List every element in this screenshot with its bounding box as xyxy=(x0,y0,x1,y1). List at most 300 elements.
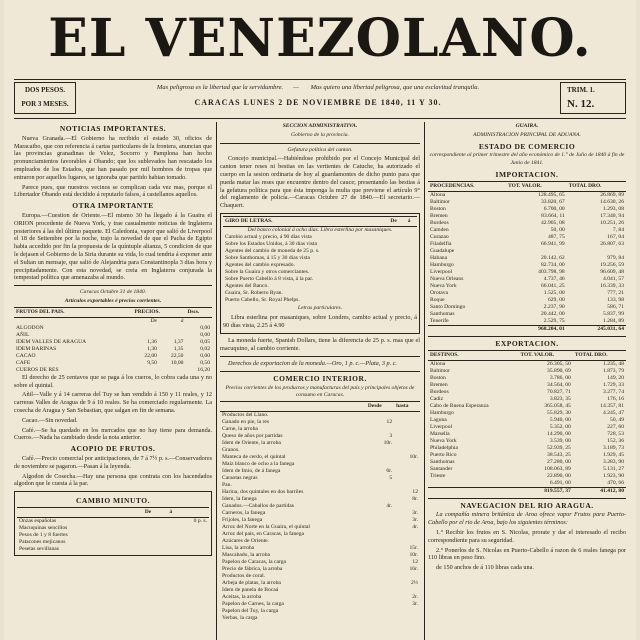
cambio-row-cell xyxy=(143,525,168,532)
comercio-row-cell xyxy=(394,475,420,482)
cambio-row-cell: Pesetas sevillanas xyxy=(19,545,59,552)
comercio-row-cell: Papelon de Carnes, la carga xyxy=(222,601,284,608)
exp-row-cell: 108.063, 89 xyxy=(544,465,571,472)
giro-table xyxy=(223,216,417,304)
giro-row xyxy=(223,255,417,262)
exp-row-cell: 1.929, 45 xyxy=(603,451,624,458)
giro-row-cell xyxy=(388,248,405,255)
comercio-row-cell: Papelon de Caracas, la carga xyxy=(222,559,287,566)
cambio-box xyxy=(14,491,212,556)
cambio-row-cell xyxy=(167,532,209,539)
estado-heading: ESTADO DE COMERCIO xyxy=(478,141,576,151)
exp-row-cell: Hamburgo xyxy=(430,409,454,416)
comercio-row-cell: Manteca de cerdo, el quintal xyxy=(222,454,286,461)
giro-row-cell: Sobre los Estados Unidos, á 30 dias vista xyxy=(225,240,317,247)
comercio-row-cell xyxy=(366,426,394,433)
imp-row-cell: 2.529, 75 xyxy=(543,317,565,324)
imp-row-cell: 66.941, 99 xyxy=(540,240,565,247)
exp-row-cell: 149, 20 xyxy=(607,374,624,381)
giro-row xyxy=(223,290,417,297)
frutos-row-cell: 0,50 xyxy=(200,359,210,366)
cambio-row xyxy=(17,539,209,546)
imp-row-cell: 629, 00 xyxy=(547,296,565,303)
acopio-text-1: Café.—Precio comercial por anticipaciones, de 7 á 7½ p. s.—Conservadores de noviembre se pagaron.—Pasan á la leyenda. xyxy=(14,454,212,470)
exp-row-cell: 3.277, 74 xyxy=(603,388,624,395)
comercio-row-cell xyxy=(366,552,394,559)
comercio-row-cell xyxy=(366,566,394,573)
issue-number-box xyxy=(560,82,626,114)
exp-row-cell: Puerto Rico xyxy=(430,451,457,458)
comercio-row-cell: Granos. xyxy=(222,447,240,454)
frutos-row-cell: 22,00 xyxy=(144,352,157,359)
imp-row-cell: 1.284, 89 xyxy=(603,317,624,324)
comercio-row xyxy=(220,566,420,573)
comercio-row-cell xyxy=(394,412,420,420)
comercio-row-cell: 4r. xyxy=(412,524,418,531)
comercio-row xyxy=(220,538,420,545)
column-2 xyxy=(220,122,420,640)
exp-row-cell: 34.564, 00 xyxy=(547,381,571,388)
frutos-row-cell: 0,02 xyxy=(200,345,210,352)
imp-row-cell: 16.339, 33 xyxy=(600,282,624,289)
exp-row-cell: 1.235, 48 xyxy=(603,360,624,367)
giro-row-cell xyxy=(388,241,405,248)
exp-row-cell: Boston xyxy=(430,374,446,381)
cambio-row-cell: 0 p. s. xyxy=(193,517,207,524)
comercio-row-cell: Arroz del país, en Caracas, la fanega xyxy=(222,531,304,538)
frutos-row-cell xyxy=(132,325,159,332)
imp-row-cell: 7, 84 xyxy=(612,226,624,233)
imp-row-cell: Bremen xyxy=(430,212,448,219)
imp-row-cell: Nueva Orleans xyxy=(430,275,464,282)
cambio-header-item xyxy=(17,507,143,517)
exp-row xyxy=(428,403,626,410)
prices-note-3: Cacao.—Sin novedad. xyxy=(22,416,78,424)
imp-row xyxy=(428,290,626,297)
imp-row-cell: 4.041, 57 xyxy=(603,275,624,282)
cambio-row-cell: Onzas españolas xyxy=(19,517,57,524)
imp-row-cell: 26.807, 63 xyxy=(600,240,624,247)
exp-row-cell: 14.357, 81 xyxy=(600,402,624,409)
comercio-row xyxy=(220,426,420,433)
imp-row-cell: 487, 75 xyxy=(547,233,565,240)
mottos: Mas peligrosa es la libertad que la servidumbre. — Mas quiero una libertad peligrosa, que una esclavitud tranquila. xyxy=(156,84,480,91)
exp-row-cell: 152, 36 xyxy=(607,437,624,444)
comercio-row-cell: Idem de Imio, de á fanega xyxy=(222,468,281,475)
comercio-row-cell: Ganados.—Caballos de partidas xyxy=(222,503,294,510)
imp-row xyxy=(428,262,626,269)
frutos-subheader-to: á xyxy=(180,317,184,324)
comercio-row-cell: 6r. xyxy=(386,468,393,475)
issue-number: N. 12. xyxy=(567,98,595,110)
noticias-paragraph-1: Nueva Granada.—El Gobierno ha recibido el estado 30, oficios de Maracaibo, que con referencia á cartas particulares de la frontera, anuncian que las provincias granadinas de Velez, Socorro y Pamplona han hecho pronunciamientos favorables á Obando; que los sublevados han rescatado los empleados de los Estados, que han pasado por mil hombres de tropas que entraron por aquellos lugares, se ignoraba que partido habian tomado. xyxy=(14,134,212,181)
imp-row-cell: Hamburgo xyxy=(430,261,454,268)
comercio-row-cell: Mascabado, la arroba xyxy=(222,552,270,559)
comercio-row-cell xyxy=(366,510,394,517)
comercio-row-cell: Aceitas, la arroba xyxy=(222,594,262,601)
frutos-row-cell: 1,35 xyxy=(173,345,184,352)
giro-row-cell xyxy=(388,297,405,304)
subscription-price-box xyxy=(14,82,76,114)
imp-row-cell: Roque xyxy=(430,296,445,303)
imp-row-cell: 33.820, 67 xyxy=(540,198,565,205)
comercio-row xyxy=(220,615,420,622)
comercio-row-cell: Productos de coral. xyxy=(222,573,266,580)
cambio-row xyxy=(17,525,209,532)
imp-row-cell: 777, 21 xyxy=(607,289,624,296)
prices-caption: Caracas Octubre 31 de 1840. xyxy=(79,289,147,296)
comercio-row-cell: Yerbas, la carga xyxy=(222,615,258,622)
comercio-row-cell: Arbeja de platas, la arroba xyxy=(222,580,281,587)
comercio-header-item xyxy=(220,402,366,412)
exp-row-cell: Cabo de Buena Esperanza xyxy=(430,402,489,409)
frutos-row-cell xyxy=(159,325,186,332)
giro-sub: Del banco colonial á ocho dias. Libra esterlina por masaniques. xyxy=(247,226,393,233)
comercio-row xyxy=(220,468,420,475)
comercio-row xyxy=(220,601,420,608)
exp-header-value: TOT. VALOR. xyxy=(518,350,572,360)
exp-row xyxy=(428,452,626,459)
imp-row-cell: Habana xyxy=(430,254,448,261)
comercio-row-cell xyxy=(394,608,420,615)
giro-row-cell xyxy=(388,234,405,241)
cambio-row-cell xyxy=(143,546,168,553)
imp-row-cell: Nueva York xyxy=(430,282,457,289)
comercio-row-cell: Idem de panela de Bocaá xyxy=(222,587,279,594)
comercio-row-cell: Carneros, la fanega xyxy=(222,510,266,517)
comercio-row-cell: Azúcares de Oriente. xyxy=(222,538,270,545)
imp-total-duty: 245.031, 64 xyxy=(597,325,624,332)
comercio-row xyxy=(220,552,420,559)
exp-row-cell: 3.539, 00 xyxy=(549,437,571,444)
comercio-row-cell xyxy=(394,538,420,545)
imp-row-cell: 6.700, 00 xyxy=(543,205,565,212)
frutos-row-cell xyxy=(132,332,159,339)
comercio-row-cell: 4r. xyxy=(386,503,393,510)
comercio-row xyxy=(220,475,420,482)
exp-row-cell: Santhomas xyxy=(430,458,455,465)
giro-row-cell: Agentes del cambio expresado. xyxy=(225,261,295,268)
giro-row-cell xyxy=(388,269,405,276)
derechos-note: Derechos de exportacion de la moneda.—Oro, 1 p. c.—Plata, 3 p. c. xyxy=(228,359,397,367)
exp-row-cell: Trieste xyxy=(430,472,446,479)
imp-row xyxy=(428,255,626,262)
giro-row-cell xyxy=(388,290,405,297)
cambio-row-cell: Pesos de 1 y 8 fuertes xyxy=(19,531,68,538)
imp-row-cell: 403.798, 98 xyxy=(538,268,565,275)
imp-row-cell: 586, 71 xyxy=(607,303,624,310)
comercio-row-cell xyxy=(366,587,394,594)
exp-row xyxy=(428,375,626,382)
exp-row-cell: 52.939, 25 xyxy=(547,444,571,451)
exp-row-cell: 38.543, 25 xyxy=(547,451,571,458)
comercio-row xyxy=(220,573,420,580)
cambio-row xyxy=(17,517,209,525)
frutos-row-cell: CUEROS DE RES xyxy=(16,366,59,373)
exp-row xyxy=(428,424,626,431)
imp-row-cell: 42.905, 08 xyxy=(540,219,565,226)
comercio-row-cell xyxy=(394,447,420,454)
frutos-header-prices: PRECIOS. xyxy=(132,307,185,317)
giro-row-cell xyxy=(388,276,405,283)
dateline: CARACAS LUNES 2 DE NOVIEMBRE DE 1840, 11 Y 30. xyxy=(194,98,442,107)
exp-row-cell: 35.890, 69 xyxy=(547,367,571,374)
motto-left: Mas peligrosa es la libertad que la servidumbre. xyxy=(156,84,284,91)
comercio-row-cell: 10r. xyxy=(409,454,418,461)
exportacion-table xyxy=(428,350,626,495)
exp-row xyxy=(428,396,626,403)
giro-row xyxy=(223,283,417,290)
comercio-row xyxy=(220,440,420,447)
comercio-row-cell xyxy=(366,447,394,454)
comercio-row-cell: Arroz del Norte en la Guaira, el quintal xyxy=(222,524,310,531)
navegacion-text-3: 2.° Ponerlos de S. Nicolas en Puerto-Cabello á razon de 6 reales fanega por 110 libras en peso fino. xyxy=(428,546,626,562)
section-sub: Gobierno de la provincia. xyxy=(291,131,349,138)
exp-row xyxy=(428,480,626,488)
exp-row-cell: 4.245, 47 xyxy=(603,409,624,416)
imp-total-label xyxy=(428,325,506,333)
exp-row-cell: Liverpool xyxy=(430,423,453,430)
imp-row-cell: Filadelfia xyxy=(430,240,452,247)
comercio-row xyxy=(220,447,420,454)
comercio-row xyxy=(220,419,420,426)
exp-row xyxy=(428,360,626,368)
imp-row-cell xyxy=(506,248,567,255)
comercio-row-cell xyxy=(394,426,420,433)
giro-row xyxy=(223,234,417,241)
prices-note-1: El derecho de 25 centavos que se paga á los cueros, lo cobra cada una y no sobre el quintal. xyxy=(14,373,212,389)
comercio-row-cell xyxy=(366,524,394,531)
exp-row xyxy=(428,431,626,438)
imp-row-cell: Burdeos xyxy=(430,219,449,226)
divider xyxy=(220,356,420,357)
exp-row xyxy=(428,466,626,473)
comercio-row-cell xyxy=(366,545,394,552)
imp-row-cell: 10.251, 26 xyxy=(600,219,624,226)
imp-row xyxy=(428,206,626,213)
price-line-2: POR 3 MESES. xyxy=(21,100,69,108)
comercio-row-cell: Idem, la fanega xyxy=(222,496,257,503)
comercio-row-cell xyxy=(366,454,394,461)
comercio-row-cell xyxy=(366,412,394,420)
giro-row xyxy=(223,241,417,248)
noticias-paragraph-3: Europa.—Cuestion de Oriente.—El mismo 30 ha llegado á la Guaira el ORION procedente de Nueva York, y trae casualmente noticias de Inglaterra posteriores á las del último paquete. El Caledonia, vapor que salió de Liverpool el 18 de Setiembre por la noche, trajo la novedad de que el Pacha de Egipto habia accedido por fin la propuesta de la quíntuple alianza, 5 condicion de que le dejasen el Gobierno de la Siria durante su vida, lo cual tendria á exponer ante el Sultan un mensaje, que salió de Alejandria para Constantinopla 3 dias hora y precipitadamente. Con esta novedad, se creia en Inglaterra conjurada la tempestad política que amenazaba al mundo. xyxy=(14,211,212,282)
frutos-row-cell: IDEM VALLES DE ARAGUA xyxy=(16,338,87,345)
frutos-row-cell: 0,00 xyxy=(200,352,210,359)
comercio-row-cell xyxy=(366,489,394,496)
cambio-row-cell xyxy=(167,539,209,546)
exp-row-cell: Altona xyxy=(430,360,446,367)
frutos-row xyxy=(14,367,212,374)
comercio-table xyxy=(220,401,420,622)
frutos-header-name: FRUTOS DEL PAIS. xyxy=(14,307,132,317)
cambio-row-cell: Macuquinas sencillos xyxy=(19,524,68,531)
imp-row-cell: Tenerife xyxy=(430,317,449,324)
trim-label: TRIM. 1. xyxy=(567,86,595,94)
comercio-row-cell xyxy=(394,482,420,489)
imp-row-cell: Santo Domingo xyxy=(430,303,466,310)
comercio-row-cell xyxy=(394,503,420,510)
comercio-row-cell xyxy=(366,594,394,601)
comercio-row-cell xyxy=(366,538,394,545)
comercio-row-cell xyxy=(366,615,394,622)
divider xyxy=(220,143,420,144)
exp-row xyxy=(428,438,626,445)
exp-row xyxy=(428,410,626,417)
exp-row-cell: 70.827, 71 xyxy=(547,388,571,395)
frutos-row-cell: 16,20 xyxy=(197,366,210,373)
imp-row-cell: 133, 98 xyxy=(607,296,624,303)
exp-row xyxy=(428,368,626,375)
comercio-row-cell xyxy=(366,531,394,538)
cambio-row-cell xyxy=(143,517,168,525)
comercio-row-cell: 8r. xyxy=(412,496,418,503)
exp-row-cell: 5.940, 00 xyxy=(549,416,571,423)
navegacion-text-1: La compañía minera británica de Aroa ofrece vapor Frutos para Puerto-Cabello por el rio de Aroa, bajo los siguientes términos: xyxy=(428,511,626,527)
price-line-1: DOS PESOS. xyxy=(24,86,66,94)
comercio-row-cell: Ganado en pie, la res xyxy=(222,419,270,426)
imp-row-cell: 4.737, 46 xyxy=(543,275,565,282)
cambio-header-to: á xyxy=(167,507,209,517)
comercio-sub: Precios corrientes de los productos y manufacturas del país y principales objetos de consumo en Caracas. xyxy=(225,384,415,399)
comercio-row-cell: Pan. xyxy=(222,482,232,489)
imp-row-cell: 5.837, 99 xyxy=(603,310,624,317)
comercio-header-to: hasta xyxy=(394,402,420,412)
comercio-row-cell xyxy=(394,531,420,538)
imp-row-cell: Boston xyxy=(430,205,446,212)
header-rule xyxy=(14,118,626,119)
giro-row-cell: Cambio actual y precio, á 90 días vista xyxy=(225,233,312,240)
navegacion-text-2: 1.° Recibir los frutos en S. Nicolas, prorate y dar el interesado el recibo correspondiente para su seguridad. xyxy=(428,528,626,544)
giro-row-cell: Sobre Puerto Cabello á 8 vista, á la par. xyxy=(225,275,314,282)
exp-row-cell: 22.890, 00 xyxy=(547,472,571,479)
comercio-row-cell xyxy=(366,601,394,608)
comercio-row-cell xyxy=(394,419,420,426)
exp-row-cell: 1.873, 79 xyxy=(603,367,624,374)
imp-row-cell: 1.525, 00 xyxy=(543,289,565,296)
imp-row-cell: Camden xyxy=(430,226,449,233)
frutos-row-cell: ALGODON xyxy=(16,324,44,331)
comercio-row-cell xyxy=(394,433,420,440)
exp-row-cell: Burdeos xyxy=(430,388,449,395)
exp-row-cell: 3.283, 90 xyxy=(603,458,624,465)
comercio-row-cell: 10r. xyxy=(383,440,393,447)
frutos-row-cell: 1,30 xyxy=(147,345,157,352)
column-divider-1 xyxy=(216,122,217,640)
column-divider-2 xyxy=(424,122,425,640)
exp-row xyxy=(428,459,626,466)
imp-row xyxy=(428,248,626,255)
comercio-row-cell: 5 xyxy=(389,475,393,482)
imp-row xyxy=(428,269,626,276)
importacion-heading: IMPORTACION. xyxy=(495,169,559,179)
imp-row-cell: 2.237, 90 xyxy=(543,303,565,310)
imp-row-cell: Guadalupe xyxy=(430,247,455,254)
giro-row-cell: Puerto Cabello, Sr. Royal Phelps. xyxy=(225,296,300,303)
cambio-heading: CAMBIO MINUTO. xyxy=(76,496,150,506)
giro-row xyxy=(223,269,417,276)
comercio-row-cell: 2½ xyxy=(411,580,418,587)
frutos-header-dscs: Dscs. xyxy=(185,307,212,317)
exp-row-cell: 55.829, 30 xyxy=(547,409,571,416)
comercio-row-cell: 12 xyxy=(412,489,418,496)
divider xyxy=(220,371,420,372)
newspaper-page xyxy=(4,0,636,640)
gefatura-text: Concejo municipal.—Habiéndose prohibido por el Concejo Municipal del canton tener reses ni bestias en las vertientes de Catuche, ha autorizado el cuerpo en la sesion ordinaria de hoy al guardamontes de dicho punto para que pueda matar las reses que encuentre dentro del cauce; presentando las bestias á la gefatura política para que ésta imponga la multa que previene el artículo 9° del reglamento de policía.—Caracas Octubre 27 de 1840.—El secretario.—Chaquert. xyxy=(220,155,420,210)
giro-row xyxy=(223,276,417,283)
comercio-row-cell xyxy=(394,587,420,594)
giro-row xyxy=(223,248,417,255)
exp-row-cell: 728, 53 xyxy=(607,430,624,437)
comercio-row xyxy=(220,587,420,594)
giro-row-cell: Agentes del Banco. xyxy=(225,282,269,289)
cambio-header-from: De xyxy=(143,507,168,517)
imp-row-cell: 66.041, 25 xyxy=(540,282,565,289)
giro-row-cell: Sobre la Guaira y otros comerciantes. xyxy=(225,268,310,275)
prices-note-2: Añil—Valle y á 14 carreras del Tuy se han vendido á 150 y 11 reales, y 12 carreras Valles de Aragua de 9 á 10 reales. Se ha comerciado regularmente. La cosecha de Aragua y San Sebastian, que salgan en fin de semana. xyxy=(14,391,212,414)
divider xyxy=(428,498,626,499)
comercio-row-cell: Queso de años por partidas xyxy=(222,433,283,440)
cambio-row-cell: Patacones mejicanos xyxy=(19,538,66,545)
comercio-row-cell: 3r. xyxy=(412,510,418,517)
frutos-row xyxy=(14,339,212,346)
imp-row-cell: Santhomas xyxy=(430,310,455,317)
exp-row-cell: 27.280, 00 xyxy=(547,458,571,465)
imp-row-cell: Baltimor xyxy=(430,198,450,205)
comercio-row xyxy=(220,433,420,440)
comercio-row-cell: Harina, dos quintales en dos barriles xyxy=(222,489,304,496)
comercio-row-cell: Maiz blanco de ocho a la fanega xyxy=(222,461,295,468)
frutos-row-cell xyxy=(159,367,186,374)
frutos-row-cell xyxy=(159,332,186,339)
frutos-row xyxy=(14,325,212,332)
moneda-note: La moneda fuerte, Spanish Dollars, tiene la diferencia de 25 p. s. mas que el macuquino, al cambio corriente. xyxy=(220,337,420,353)
imp-row-cell: Liverpool xyxy=(430,268,453,275)
exp-row-cell: 5.131, 27 xyxy=(603,465,624,472)
comercio-row xyxy=(220,412,420,420)
exp-total-value: 819.557, 37 xyxy=(544,487,571,494)
imp-row-cell: 20.142, 62 xyxy=(540,254,565,261)
cambio-row-cell xyxy=(143,532,168,539)
comercio-row-cell: Productos del Llano. xyxy=(222,412,269,419)
comercio-row-cell: Papelon del Tuy, la carga xyxy=(222,608,279,615)
comercio-row-cell: 3r. xyxy=(412,517,418,524)
estado-sub: correspondiente al primer trimestre del año económico de 1.° de Julio de 1840 á fin de Junio de 1841. xyxy=(429,152,625,167)
exp-row-cell: 470, 66 xyxy=(607,479,624,486)
comercio-row-cell: Caraotas negras xyxy=(222,475,258,482)
frutos-row xyxy=(14,360,212,367)
exp-row-cell xyxy=(428,480,518,488)
exp-row-cell: 176, 16 xyxy=(607,395,624,402)
giro-row-cell xyxy=(388,283,405,290)
exp-row-cell: 3.786, 00 xyxy=(549,374,571,381)
comercio-row xyxy=(220,531,420,538)
comercio-row-cell xyxy=(366,608,394,615)
comercio-row-cell: 16r. xyxy=(409,566,418,573)
frutos-row xyxy=(14,332,212,339)
comercio-row xyxy=(220,496,420,503)
exp-row-cell: 365.058, 45 xyxy=(544,402,571,409)
exp-row xyxy=(428,417,626,424)
exp-row xyxy=(428,382,626,389)
imp-row-cell: Orotava xyxy=(430,289,449,296)
exp-row-cell: Baltimor xyxy=(430,367,450,374)
comercio-row-cell: 15r. xyxy=(409,545,418,552)
imp-row-cell: 82.734, 00 xyxy=(540,261,565,268)
guaira-heading: GUAIRA. xyxy=(515,123,539,129)
exp-row xyxy=(428,389,626,396)
frutos-row-cell: IDEM BARINAS xyxy=(16,345,57,352)
